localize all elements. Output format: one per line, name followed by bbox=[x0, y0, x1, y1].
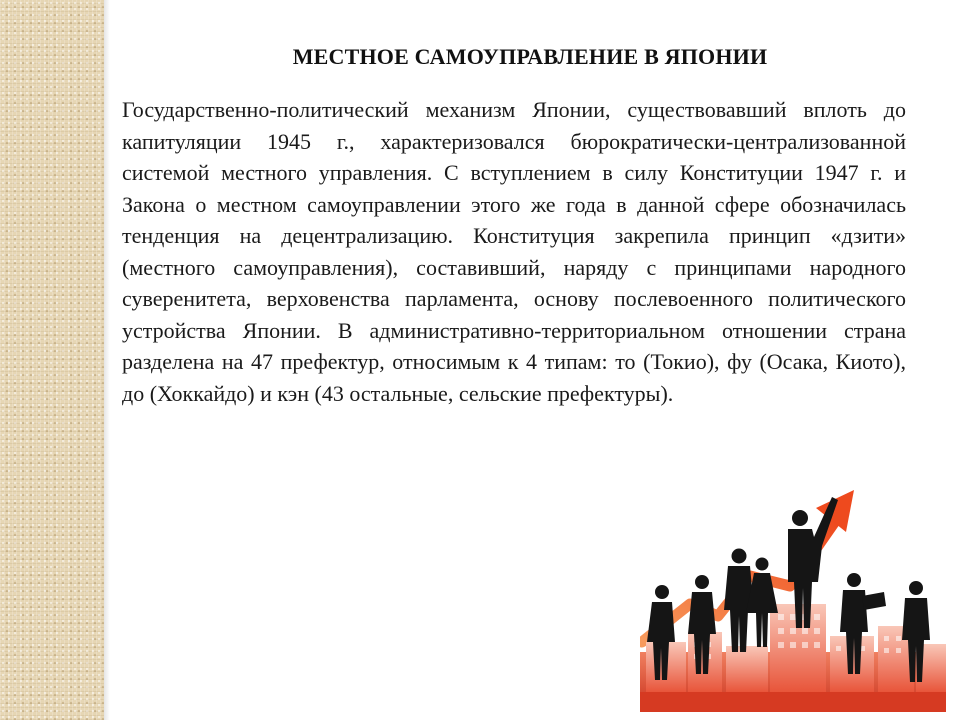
decorative-side-band bbox=[0, 0, 104, 720]
slide-body-text: Государственно-политический механизм Японии, существовавший вплоть до капитуляции 1945 г., характеризовался бюрократически-централизованной системой местного управления. С вступлением в силу Конституции 1947 г. и Закона о местном самоуправлении этого же года в данной сфере обозначилась тенденция на децентрализацию. Конституция закрепила принцип «дзити» (местного самоуправления), составивший, наряду с принципами народного суверенитета, верховенства парламента, основу послевоенного политического устройства Японии. В административно-территориальном отношении страна разделена на 47 префектур, относимым к 4 типам: то (Токио), фу (Осака, Киото), до (Хоккайдо) и кэн (43 остальные, сельские префектуры). bbox=[122, 97, 906, 406]
business-growth-illustration bbox=[640, 456, 946, 712]
city-buildings-icon bbox=[640, 604, 946, 712]
business-growth-image bbox=[640, 456, 946, 712]
slide-title: МЕСТНОЕ САМОУПРАВЛЕНИЕ В ЯПОНИИ bbox=[292, 44, 768, 69]
